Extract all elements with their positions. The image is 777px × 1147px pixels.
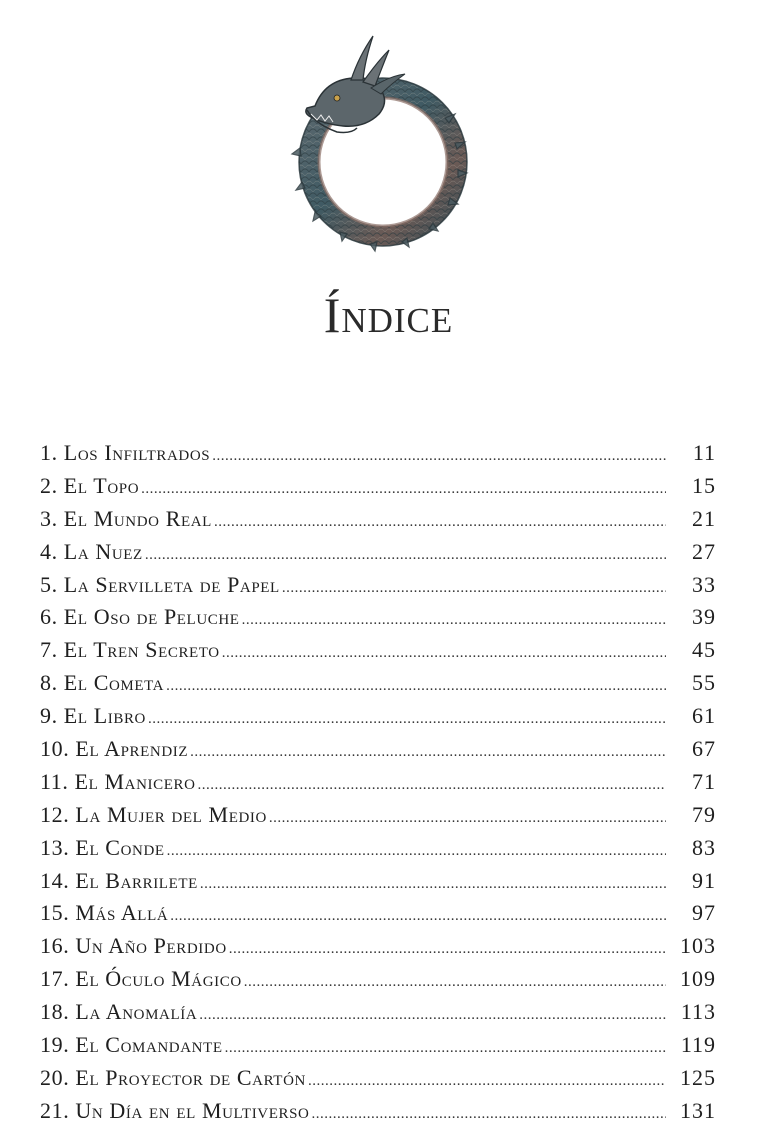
toc-entry-label: 12. La Mujer del Medio: [40, 801, 267, 827]
dot-leader: [145, 539, 666, 569]
dot-leader: [244, 966, 666, 996]
toc-entry-page: 11: [692, 440, 716, 465]
dot-leader: [269, 802, 666, 832]
dot-leader: [200, 868, 666, 898]
toc-entry-page: 71: [692, 768, 716, 794]
dot-leader: [308, 1065, 666, 1095]
dot-leader: [198, 769, 666, 799]
toc-entry: [40, 470, 720, 503]
toc-entry: [40, 569, 720, 602]
toc-entry-page: 39: [692, 604, 716, 630]
toc-entry-page: 27: [692, 538, 716, 564]
toc-entry-page: 61: [692, 703, 716, 729]
page-title: Índice: [323, 287, 454, 343]
toc-entry-page: 55: [692, 670, 716, 696]
toc-entry: [40, 1029, 720, 1062]
dot-leader: [214, 506, 666, 536]
dot-leader: [225, 1032, 666, 1062]
toc-entry-label: 2. El Topo: [40, 472, 140, 498]
toc-entry-label: 18. La Anomalía: [40, 999, 198, 1025]
toc-entry: [40, 1062, 720, 1095]
toc-entry-page: 83: [692, 834, 716, 860]
toc-entry: [40, 996, 720, 1029]
toc-entry-label: 20. El Proyector de Cartón: [40, 1064, 306, 1090]
dot-leader: [167, 835, 666, 865]
toc-entry-label: 3. El Mundo Real: [40, 505, 212, 531]
toc-entry-label: 15. Más Allá: [40, 900, 169, 926]
toc-entry: [40, 1095, 720, 1128]
dot-leader: [190, 736, 666, 766]
toc-entry-label: 13. El Conde: [40, 834, 165, 860]
dot-leader: [242, 604, 666, 634]
toc-entry-page: 79: [692, 801, 716, 827]
toc-entry: [40, 503, 720, 536]
ouroboros-dragon-icon: [285, 28, 480, 256]
toc-entry-label: 5. La Servilleta de Papel: [40, 571, 280, 597]
toc-entry: [40, 700, 720, 733]
toc-entry-page: 131: [680, 1097, 716, 1123]
toc-entry: [40, 766, 720, 799]
dot-leader: [170, 900, 666, 930]
toc-entry-page: 119: [680, 1032, 716, 1058]
toc-entry: [40, 897, 720, 930]
toc-entry-label: 6. El Oso de Peluche: [40, 604, 240, 630]
toc-entry: [40, 733, 720, 766]
toc-entry: [40, 437, 720, 470]
dot-leader: [282, 572, 666, 602]
toc-entry-label: 17. El Óculo Mágico: [40, 966, 242, 992]
toc-entry-label: 8. El Cometa: [40, 670, 165, 696]
toc-entry-page: 113: [680, 999, 716, 1025]
toc-entry: [40, 667, 720, 700]
toc-entry-label: 11. El Manicero: [40, 768, 196, 794]
toc-entry: [40, 601, 720, 634]
toc-entry-page: 67: [692, 736, 716, 762]
toc-entry-page: 125: [680, 1064, 716, 1090]
toc-entry-page: 45: [692, 637, 716, 663]
toc-entry: [40, 963, 720, 996]
toc-entry: [40, 832, 720, 865]
toc-entry: [40, 536, 720, 569]
dot-leader: [148, 703, 666, 733]
toc-entry-label: 21. Un Día en el Multiverso: [40, 1097, 310, 1123]
toc-entry-page: 109: [680, 966, 716, 992]
toc-entry: [40, 865, 720, 898]
dot-leader: [166, 670, 666, 700]
toc-entry-page: 15: [692, 472, 716, 498]
toc-entry-label: 10. El Aprendiz: [40, 736, 189, 762]
dot-leader: [141, 473, 666, 503]
toc-entry-label: 7. El Tren Secreto: [40, 637, 220, 663]
toc-entry-label: 19. El Comandante: [40, 1032, 223, 1058]
toc-entry: [40, 930, 720, 963]
toc-entry-page: 21: [692, 505, 716, 531]
dot-leader: [311, 1098, 666, 1128]
toc-entry-page: 91: [692, 867, 716, 893]
dot-leader: [229, 933, 666, 963]
toc-entry-label: 9. El Libro: [40, 703, 146, 729]
toc-entry-label: 14. El Barrilete: [40, 867, 198, 893]
toc-entry-label: 4. La Nuez: [40, 538, 143, 564]
dot-leader: [212, 440, 666, 470]
dot-leader: [199, 999, 666, 1029]
toc-entry: [40, 799, 720, 832]
toc-entry-page: 103: [680, 933, 716, 959]
toc-entry-page: 33: [692, 571, 716, 597]
table-of-contents: [40, 437, 720, 1128]
dot-leader: [222, 637, 666, 667]
toc-entry-label: 16. Un Año Perdido: [40, 933, 227, 959]
toc-entry-page: 97: [692, 900, 716, 926]
toc-entry: [40, 634, 720, 667]
toc-entry-label: 1. Los Infiltrados: [40, 440, 211, 465]
